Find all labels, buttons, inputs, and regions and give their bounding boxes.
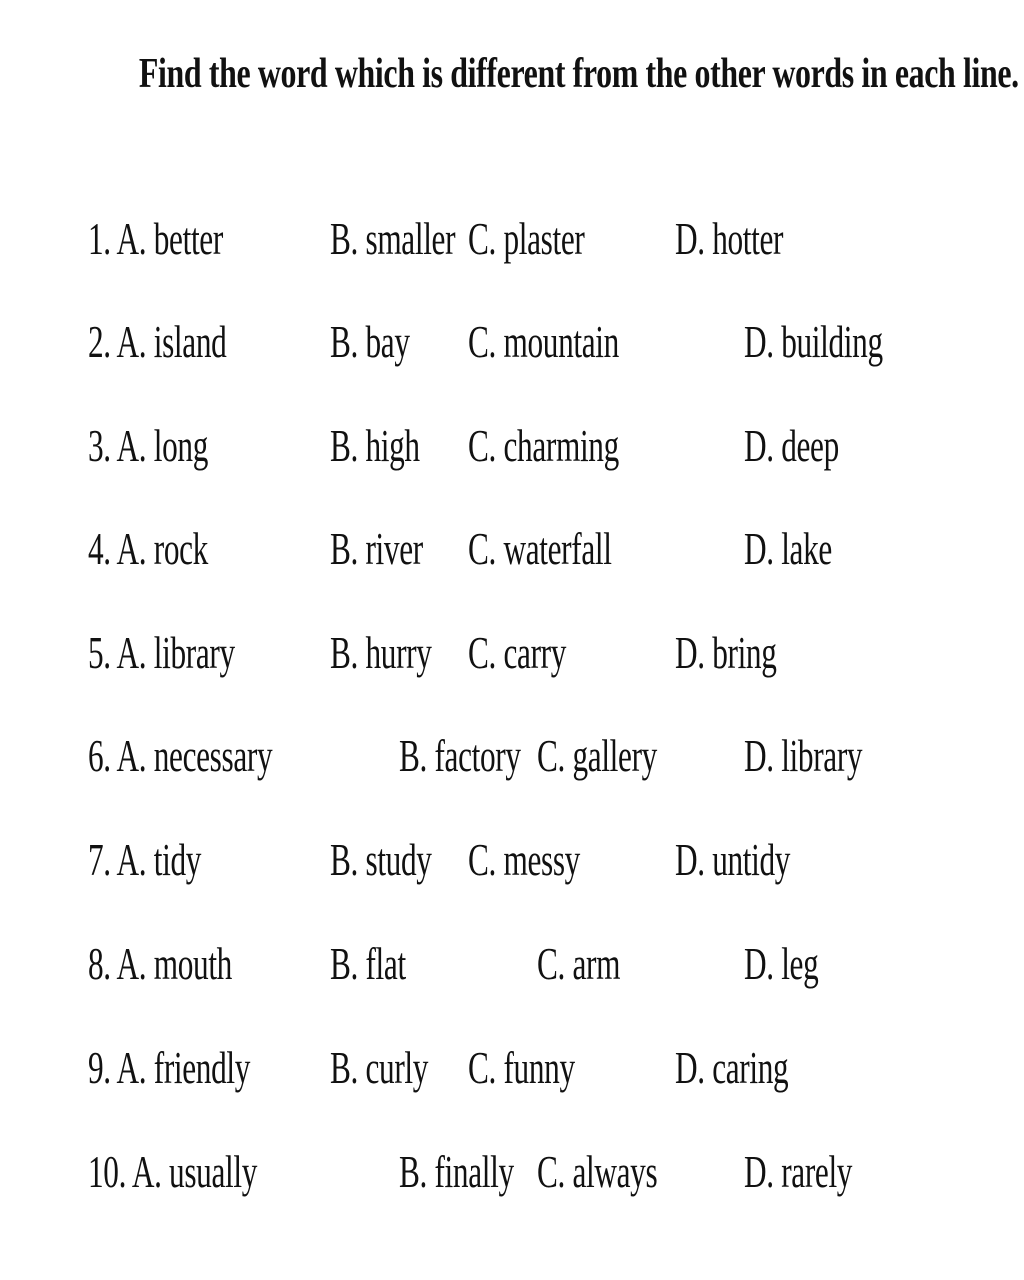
option-c: C. carry	[468, 627, 567, 678]
question-row-7	[0, 831, 1024, 901]
option-d: D. untidy	[675, 834, 791, 885]
question-row-6	[0, 727, 1024, 797]
option-c: C. mountain	[468, 316, 619, 367]
option-c: C. always	[537, 1146, 658, 1197]
question-row-2	[0, 313, 1024, 383]
question-row-1	[0, 210, 1024, 280]
option-d: D. lake	[744, 523, 832, 574]
option-d: D. leg	[744, 938, 819, 989]
option-a: 10. A. usually	[88, 1146, 258, 1197]
option-d: D. building	[744, 316, 883, 367]
option-d: D. library	[744, 730, 863, 781]
question-row-9	[0, 1039, 1024, 1109]
option-b: B. flat	[330, 938, 406, 989]
option-d: D. deep	[744, 420, 839, 471]
option-b: B. factory	[399, 730, 521, 781]
page-title	[0, 50, 1024, 98]
option-d: D. rarely	[744, 1146, 853, 1197]
option-c: C. charming	[468, 420, 619, 471]
option-d: D. hotter	[675, 213, 784, 264]
option-b: B. finally	[399, 1146, 514, 1197]
question-row-10	[0, 1143, 1024, 1213]
option-d: D. caring	[675, 1042, 789, 1093]
option-a: 4. A. rock	[88, 523, 208, 574]
option-a: 5. A. library	[88, 627, 235, 678]
option-a: 2. A. island	[88, 316, 227, 367]
option-c: C. funny	[468, 1042, 575, 1093]
question-row-4	[0, 520, 1024, 590]
title-text: Find the word which is different from the other words in each line.	[138, 51, 1019, 97]
option-c: C. messy	[468, 834, 580, 885]
option-a: 7. A. tidy	[88, 834, 202, 885]
question-row-3	[0, 417, 1024, 487]
question-row-8	[0, 935, 1024, 1005]
option-b: B. smaller	[330, 213, 456, 264]
option-a: 1. A. better	[88, 213, 223, 264]
option-c: C. arm	[537, 938, 621, 989]
option-a: 6. A. necessary	[88, 730, 273, 781]
option-c: C. waterfall	[468, 523, 612, 574]
option-b: B. hurry	[330, 627, 432, 678]
option-d: D. bring	[675, 627, 777, 678]
option-c: C. plaster	[468, 213, 585, 264]
option-c: C. gallery	[537, 730, 657, 781]
option-a: 9. A. friendly	[88, 1042, 251, 1093]
option-a: 3. A. long	[88, 420, 208, 471]
question-row-5	[0, 624, 1024, 694]
option-a: 8. A. mouth	[88, 938, 232, 989]
option-b: B. curly	[330, 1042, 429, 1093]
option-b: B. study	[330, 834, 432, 885]
option-b: B. river	[330, 523, 423, 574]
option-b: B. bay	[330, 316, 410, 367]
option-b: B. high	[330, 420, 420, 471]
